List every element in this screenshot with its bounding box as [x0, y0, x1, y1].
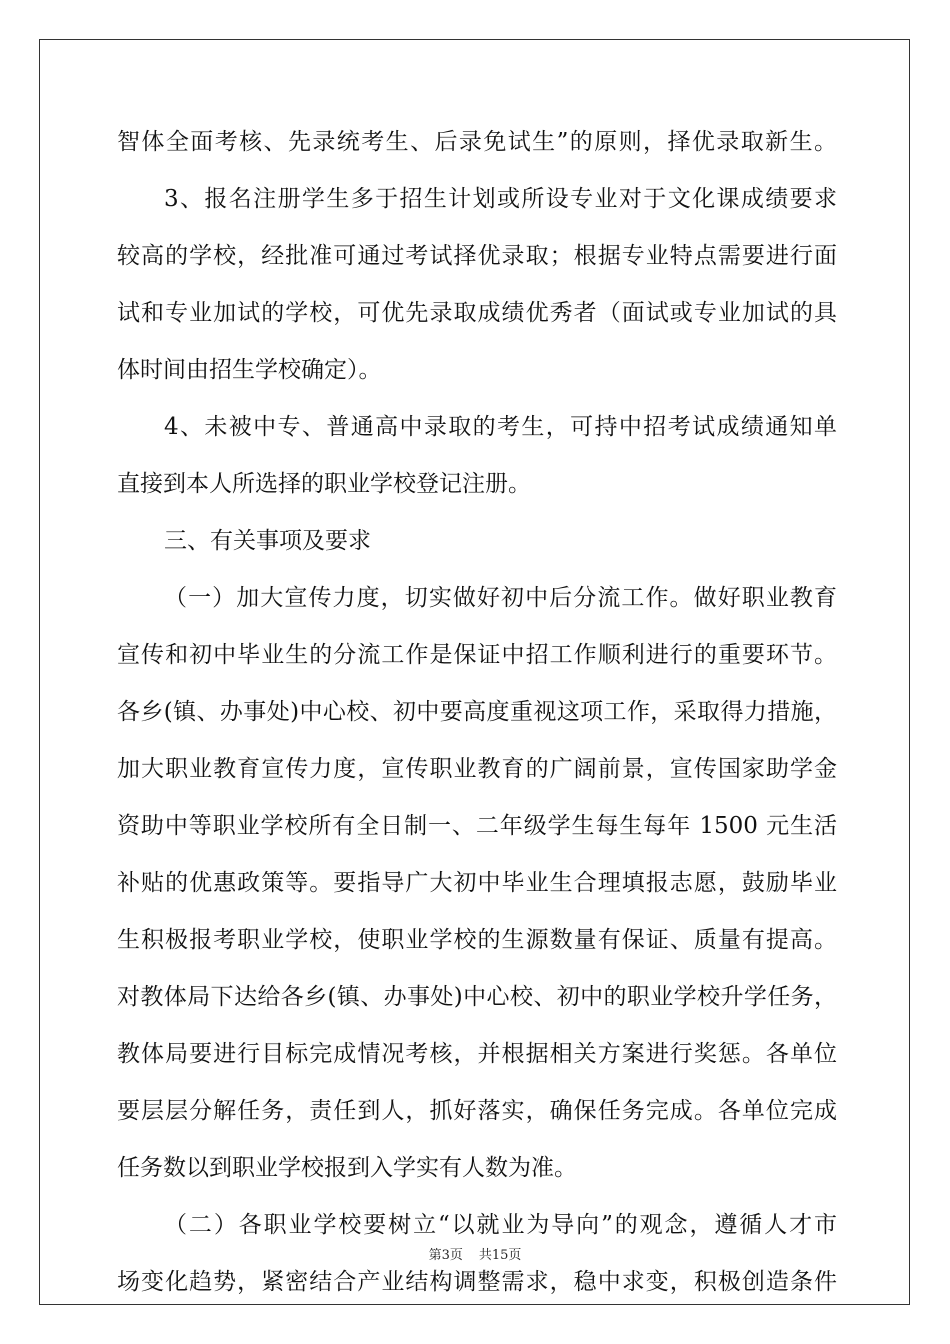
paragraph-line: 对教体局下达给各乡(镇、办事处)中心校、初中的职业学校升学任务， — [117, 984, 837, 1010]
paragraph-line: 任务数以到职业学校报到入学实有人数为准。 — [117, 1155, 577, 1181]
paragraph-line: 场变化趋势，紧密结合产业结构调整需求，稳中求变，积极创造条件 — [117, 1269, 837, 1295]
paragraph-line: 3、报名注册学生多于招生计划或所设专业对于文化课成绩要求 — [164, 186, 837, 212]
paragraph-line: 要层层分解任务，责任到人，抓好落实，确保任务完成。各单位完成 — [117, 1098, 837, 1124]
paragraph-line: 直接到本人所选择的职业学校登记注册。 — [117, 471, 531, 497]
paragraph-line: （一）加大宣传力度，切实做好初中后分流工作。做好职业教育 — [164, 585, 837, 611]
paragraph-line: 资助中等职业学校所有全日制一、二年级学生每生每年 1500 元生活 — [117, 813, 837, 839]
page-number: 第3页 — [428, 1248, 463, 1263]
page-footer — [0, 1247, 950, 1265]
page-total: 共15页 — [478, 1248, 522, 1263]
section-heading: 三、有关事项及要求 — [164, 528, 371, 554]
paragraph-line: 4、未被中专、普通高中录取的考生，可持中招考试成绩通知单 — [164, 414, 837, 440]
paragraph-line: （二）各职业学校要树立“以就业为导向”的观念，遵循人才市 — [164, 1212, 837, 1238]
paragraph-line: 教体局要进行目标完成情况考核，并根据相关方案进行奖惩。各单位 — [117, 1041, 837, 1067]
paragraph-line: 较高的学校，经批准可通过考试择优录取；根据专业特点需要进行面 — [117, 243, 837, 269]
paragraph-line: 宣传和初中毕业生的分流工作是保证中招工作顺利进行的重要环节。 — [117, 642, 837, 668]
paragraph-line: 试和专业加试的学校，可优先录取成绩优秀者（面试或专业加试的具 — [117, 300, 837, 326]
paragraph-line: 智体全面考核、先录统考生、后录免试生”的原则，择优录取新生。 — [117, 129, 837, 155]
paragraph-line: 生积极报考职业学校，使职业学校的生源数量有保证、质量有提高。 — [117, 927, 837, 953]
paragraph-line: 体时间由招生学校确定）。 — [117, 357, 382, 383]
paragraph-line: 加大职业教育宣传力度，宣传职业教育的广阔前景，宣传国家助学金 — [117, 756, 837, 782]
paragraph-line: 补贴的优惠政策等。要指导广大初中毕业生合理填报志愿，鼓励毕业 — [117, 870, 837, 896]
paragraph-line: 各乡(镇、办事处)中心校、初中要高度重视这项工作，采取得力措施， — [117, 699, 837, 725]
